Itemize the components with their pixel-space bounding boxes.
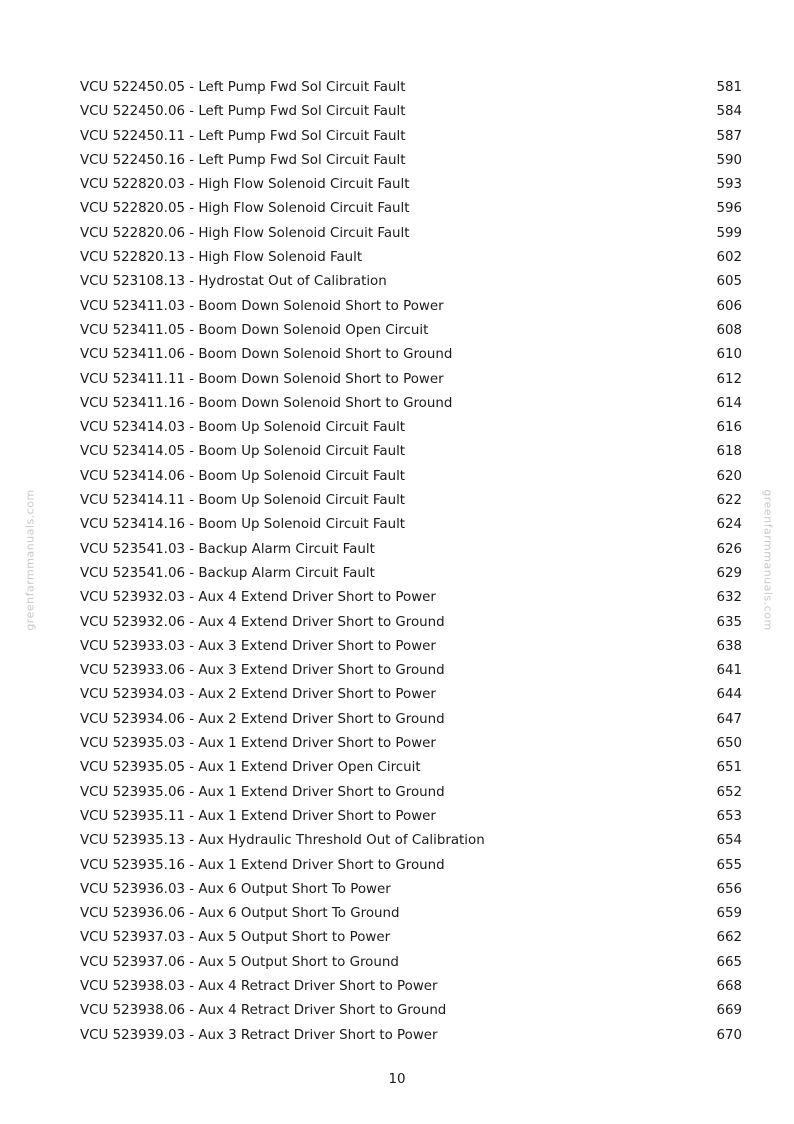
toc-entry-page: 622 — [716, 493, 742, 509]
toc-entry[interactable] — [80, 319, 742, 343]
toc-entry[interactable] — [80, 878, 742, 902]
toc-entry-page: 655 — [716, 857, 742, 873]
toc-entry[interactable] — [80, 805, 742, 829]
toc-entry-page: 626 — [716, 541, 742, 557]
toc-entry[interactable] — [80, 295, 742, 319]
toc-entry[interactable] — [80, 416, 742, 440]
watermark-left: greenfarmmanuals.com — [23, 489, 37, 631]
toc-entry-title: VCU 522820.13 - High Flow Solenoid Fault — [80, 250, 363, 266]
table-of-contents — [80, 76, 742, 1048]
toc-entry-page: 647 — [716, 711, 742, 727]
toc-entry[interactable] — [80, 270, 742, 294]
toc-entry-page: 605 — [716, 274, 742, 290]
toc-entry-title: VCU 522820.05 - High Flow Solenoid Circuit Fault — [80, 201, 410, 217]
toc-entry[interactable] — [80, 125, 742, 149]
toc-entry-title: VCU 523939.03 - Aux 3 Retract Driver Short to Power — [80, 1027, 438, 1043]
toc-entry[interactable] — [80, 926, 742, 950]
toc-entry-page: 629 — [716, 565, 742, 581]
toc-entry[interactable] — [80, 586, 742, 610]
toc-entry-page: 651 — [716, 760, 742, 776]
toc-entry[interactable] — [80, 854, 742, 878]
toc-entry[interactable] — [80, 100, 742, 124]
toc-entry[interactable] — [80, 440, 742, 464]
toc-entry-page: 593 — [716, 177, 742, 193]
toc-entry-page: 614 — [716, 395, 742, 411]
toc-entry-title: VCU 523414.03 - Boom Up Solenoid Circuit Fault — [80, 420, 406, 436]
toc-entry[interactable] — [80, 368, 742, 392]
toc-entry[interactable] — [80, 465, 742, 489]
toc-entry-title: VCU 522450.11 - Left Pump Fwd Sol Circuit Fault — [80, 128, 406, 144]
toc-entry-title: VCU 523411.03 - Boom Down Solenoid Short to Power — [80, 298, 444, 314]
toc-entry-page: 587 — [716, 128, 742, 144]
toc-entry-page: 650 — [716, 736, 742, 752]
toc-entry-page: 635 — [716, 614, 742, 630]
toc-entry-title: VCU 522450.06 - Left Pump Fwd Sol Circuit Fault — [80, 104, 406, 120]
toc-entry-page: 584 — [716, 104, 742, 120]
toc-entry-page: 641 — [716, 663, 742, 679]
toc-entry-page: 654 — [716, 833, 742, 849]
toc-entry-title: VCU 523933.06 - Aux 3 Extend Driver Short to Ground — [80, 663, 445, 679]
toc-entry[interactable] — [80, 781, 742, 805]
toc-entry-page: 659 — [716, 906, 742, 922]
toc-entry-title: VCU 522450.05 - Left Pump Fwd Sol Circuit Fault — [80, 80, 406, 95]
toc-entry-page: 668 — [716, 978, 742, 994]
toc-entry[interactable] — [80, 635, 742, 659]
toc-entry-title: VCU 523414.11 - Boom Up Solenoid Circuit Fault — [80, 493, 406, 509]
toc-entry-page: 606 — [716, 298, 742, 314]
toc-entry[interactable] — [80, 999, 742, 1023]
toc-entry-title: VCU 523411.16 - Boom Down Solenoid Short to Ground — [80, 395, 453, 411]
toc-entry-page: 599 — [716, 225, 742, 241]
toc-entry-title: VCU 523934.03 - Aux 2 Extend Driver Short to Power — [80, 687, 436, 703]
toc-entry-title: VCU 523937.06 - Aux 5 Output Short to Ground — [80, 954, 399, 970]
toc-entry[interactable] — [80, 708, 742, 732]
toc-entry[interactable] — [80, 246, 742, 270]
toc-entry-page: 608 — [716, 322, 742, 338]
toc-entry-title: VCU 523935.05 - Aux 1 Extend Driver Open Circuit — [80, 760, 421, 776]
toc-entry-page: 662 — [716, 930, 742, 946]
toc-entry-page: 612 — [716, 371, 742, 387]
toc-entry[interactable] — [80, 197, 742, 221]
toc-entry-title: VCU 523935.03 - Aux 1 Extend Driver Short to Power — [80, 736, 436, 752]
toc-entry-title: VCU 522450.16 - Left Pump Fwd Sol Circuit Fault — [80, 152, 406, 168]
toc-entry-title: VCU 523541.03 - Backup Alarm Circuit Fault — [80, 541, 375, 557]
toc-entry[interactable] — [80, 975, 742, 999]
toc-entry-page: 624 — [716, 517, 742, 533]
toc-entry[interactable] — [80, 149, 742, 173]
toc-entry-page: 665 — [716, 954, 742, 970]
toc-entry-title: VCU 523411.06 - Boom Down Solenoid Short to Ground — [80, 347, 453, 363]
toc-entry-title: VCU 523933.03 - Aux 3 Extend Driver Short to Power — [80, 638, 436, 654]
toc-entry[interactable] — [80, 76, 742, 100]
toc-entry-title: VCU 523414.05 - Boom Up Solenoid Circuit Fault — [80, 444, 406, 460]
toc-entry[interactable] — [80, 659, 742, 683]
toc-entry-title: VCU 523935.11 - Aux 1 Extend Driver Short to Power — [80, 808, 436, 824]
toc-entry-page: 596 — [716, 201, 742, 217]
toc-entry-title: VCU 523932.03 - Aux 4 Extend Driver Short to Power — [80, 590, 436, 606]
toc-entry[interactable] — [80, 902, 742, 926]
toc-entry-title: VCU 523108.13 - Hydrostat Out of Calibration — [80, 274, 387, 290]
toc-entry[interactable] — [80, 538, 742, 562]
toc-entry[interactable] — [80, 562, 742, 586]
toc-entry-page: 616 — [716, 420, 742, 436]
toc-entry[interactable] — [80, 829, 742, 853]
toc-entry-title: VCU 522820.03 - High Flow Solenoid Circuit Fault — [80, 177, 410, 193]
toc-entry-page: 632 — [716, 590, 742, 606]
toc-entry[interactable] — [80, 392, 742, 416]
toc-entry-page: 670 — [716, 1027, 742, 1043]
toc-entry[interactable] — [80, 489, 742, 513]
toc-entry-page: 581 — [716, 80, 742, 95]
toc-entry[interactable] — [80, 173, 742, 197]
toc-entry[interactable] — [80, 756, 742, 780]
toc-entry-page: 618 — [716, 444, 742, 460]
toc-entry-page: 610 — [716, 347, 742, 363]
toc-entry-title: VCU 523936.06 - Aux 6 Output Short To Ground — [80, 906, 400, 922]
toc-entry[interactable] — [80, 951, 742, 975]
toc-entry-title: VCU 523936.03 - Aux 6 Output Short To Power — [80, 881, 391, 897]
toc-entry-title: VCU 523935.16 - Aux 1 Extend Driver Short to Ground — [80, 857, 445, 873]
toc-entry-title: VCU 523411.11 - Boom Down Solenoid Short to Power — [80, 371, 444, 387]
page-number: 10 — [388, 1072, 406, 1087]
toc-entry-title: VCU 523937.03 - Aux 5 Output Short to Power — [80, 930, 391, 946]
toc-entry-title: VCU 522820.06 - High Flow Solenoid Circuit Fault — [80, 225, 410, 241]
toc-entry-title: VCU 523935.06 - Aux 1 Extend Driver Short to Ground — [80, 784, 445, 800]
watermark-right: greenfarmmanuals.com — [761, 489, 775, 631]
toc-entry-page: 602 — [716, 250, 742, 266]
toc-entry-page: 652 — [716, 784, 742, 800]
toc-entry-page: 590 — [716, 152, 742, 168]
toc-entry-title: VCU 523932.06 - Aux 4 Extend Driver Short to Ground — [80, 614, 445, 630]
toc-entry[interactable] — [80, 222, 742, 246]
toc-entry-title: VCU 523934.06 - Aux 2 Extend Driver Short to Ground — [80, 711, 445, 727]
toc-entry-title: VCU 523414.16 - Boom Up Solenoid Circuit Fault — [80, 517, 406, 533]
toc-entry[interactable] — [80, 611, 742, 635]
toc-entry[interactable] — [80, 1024, 742, 1048]
toc-entry-page: 656 — [716, 881, 742, 897]
toc-entry-page: 644 — [716, 687, 742, 703]
toc-entry-title: VCU 523541.06 - Backup Alarm Circuit Fault — [80, 565, 375, 581]
toc-entry-title: VCU 523935.13 - Aux Hydraulic Threshold Out of Calibration — [80, 833, 485, 849]
toc-entry-page: 620 — [716, 468, 742, 484]
toc-entry-page: 653 — [716, 808, 742, 824]
toc-entry[interactable] — [80, 343, 742, 367]
toc-entry[interactable] — [80, 513, 742, 537]
toc-entry[interactable] — [80, 732, 742, 756]
toc-entry-title: VCU 523938.06 - Aux 4 Retract Driver Short to Ground — [80, 1003, 447, 1019]
toc-entry[interactable] — [80, 683, 742, 707]
toc-entry-title: VCU 523938.03 - Aux 4 Retract Driver Short to Power — [80, 978, 438, 994]
toc-entry-title: VCU 523414.06 - Boom Up Solenoid Circuit Fault — [80, 468, 406, 484]
toc-entry-page: 638 — [716, 638, 742, 654]
toc-entry-page: 669 — [716, 1003, 742, 1019]
toc-entry-title: VCU 523411.05 - Boom Down Solenoid Open Circuit — [80, 322, 429, 338]
